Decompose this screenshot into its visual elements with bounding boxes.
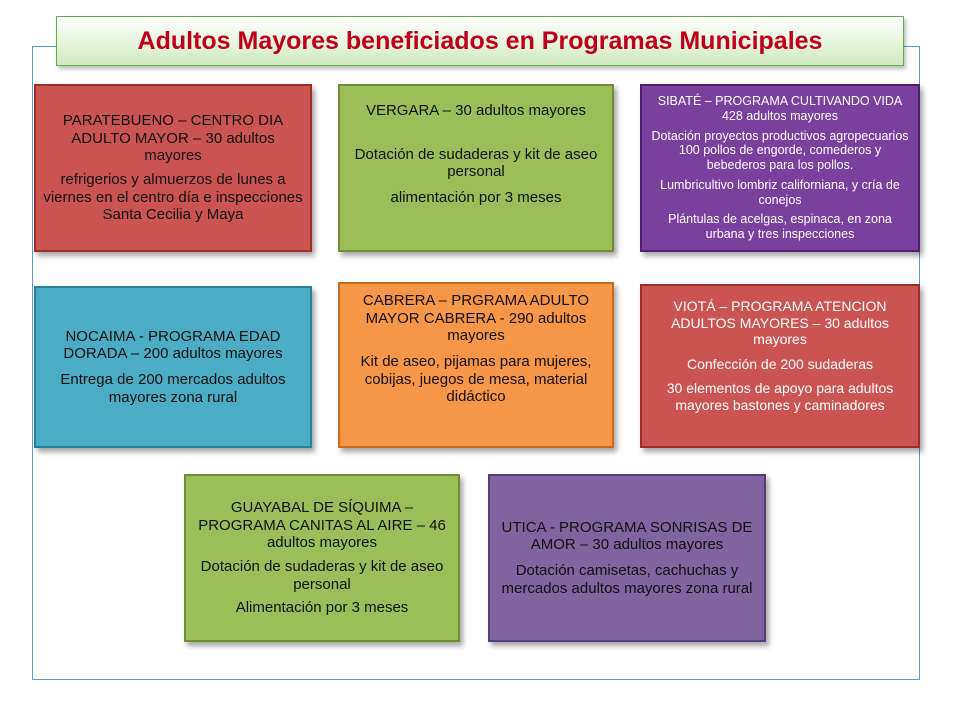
card-viota <box>640 284 920 448</box>
card-paratebueno <box>34 84 312 252</box>
card-viota-detail-1: Confección de 200 sudaderas <box>686 355 874 372</box>
card-viota-detail-2: 30 elementos de apoyo para adultos mayores bastones y caminadores <box>666 380 894 413</box>
card-utica-heading: UTICA - PROGRAMA SONRISAS DE AMOR – 30 adultos mayores <box>501 518 753 554</box>
card-cabrera-detail: Kit de aseo, pijamas para mujeres, cobijas, juegos de mesa, material didáctico <box>360 353 592 406</box>
card-sibate-detail-1: Dotación proyectos productivos agropecuarios 100 pollos de engorde, comederos y bebederos para los pollos. <box>651 128 909 173</box>
card-nocaima-detail: Entrega de 200 mercados adultos mayores zona rural <box>60 371 286 406</box>
card-sibate-detail-2: Lumbricultivo lombriz californiana, y cría de conejos <box>660 177 900 207</box>
card-vergara-heading: VERGARA – 30 adultos mayores <box>365 102 587 119</box>
card-vergara <box>338 84 614 252</box>
card-guayabal-detail-2: Alimentación por 3 meses <box>235 599 409 617</box>
card-nocaima <box>34 286 312 448</box>
card-viota-heading: VIOTÁ – PROGRAMA ATENCION ADULTOS MAYORES – 30 adultos mayores <box>671 298 889 348</box>
slide-title: Adultos Mayores beneficiados en Programas Municipales <box>56 16 904 66</box>
card-nocaima-heading: NOCAIMA - PROGRAMA EDAD DORADA – 200 adultos mayores <box>63 327 283 363</box>
card-cabrera-heading: CABRERA – PRGRAMA ADULTO MAYOR CABRERA - 290 adultos mayores <box>362 292 590 345</box>
card-utica-detail: Dotación camisetas, cachuchas y mercados adultos mayores zona rural <box>501 562 753 597</box>
card-guayabal-heading: GUAYABAL DE SÍQUIMA – PROGRAMA CANITAS AL AIRE – 46 adultos mayores <box>198 498 446 552</box>
card-paratebueno-heading: PARATEBUENO – CENTRO DIA ADULTO MAYOR – 30 adultos mayores <box>62 111 284 165</box>
card-sibate <box>640 84 920 252</box>
card-guayabal <box>184 474 460 642</box>
card-sibate-heading: SIBATÉ – PROGRAMA CULTIVANDO VIDA 428 adultos mayores <box>657 94 903 123</box>
card-paratebueno-detail: refrigerios y almuerzos de lunes a viernes en el centro día e inspecciones Santa Cecilia y Maya <box>43 171 303 224</box>
card-vergara-detail-2: alimentación por 3 meses <box>390 189 562 207</box>
card-cabrera <box>338 282 614 448</box>
card-sibate-detail-3: Plántulas de acelgas, espinaca, en zona urbana y tres inspecciones <box>668 212 892 242</box>
card-guayabal-detail-1: Dotación de sudaderas y kit de aseo personal <box>200 558 444 593</box>
card-vergara-detail-1: Dotación de sudaderas y kit de aseo personal <box>354 145 598 181</box>
card-utica <box>488 474 766 642</box>
